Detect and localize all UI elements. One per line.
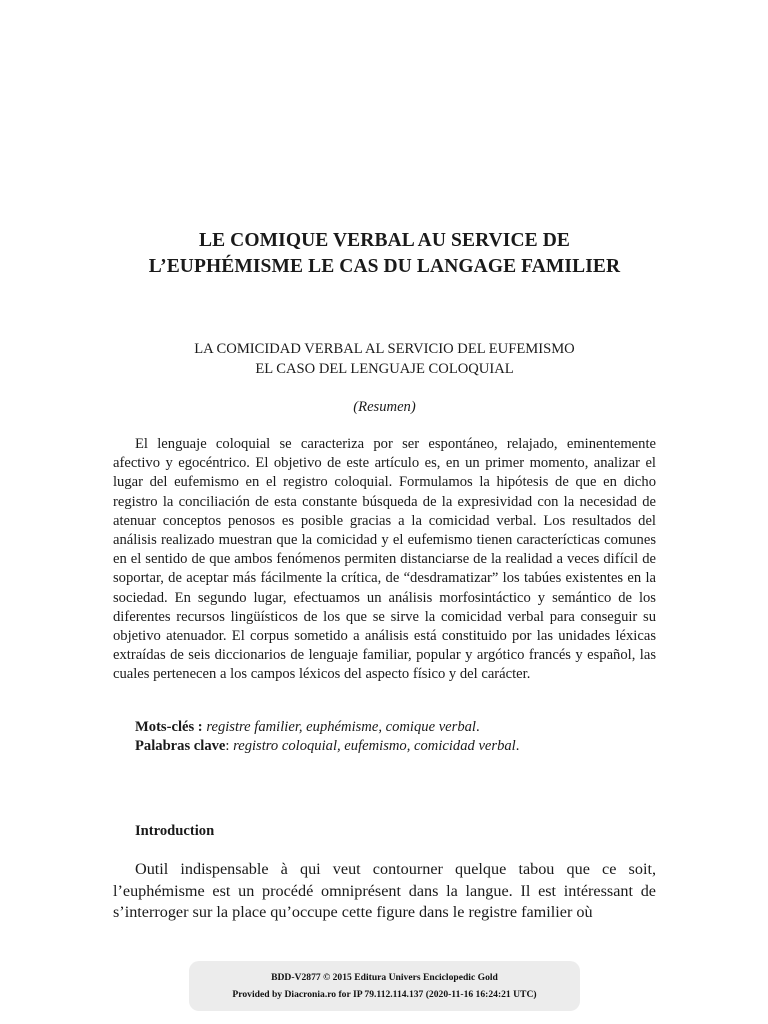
keywords-french: [135, 718, 656, 737]
keywords-spanish-label: Palabras clave: [135, 738, 226, 755]
introduction-paragraph: Outil indispensable à qui veut contourner quelque tabou que ce soit, l’euphémisme est un procédé omniprésent dans la langue. Il est intéressant de s’interroger sur la place qu’occupe cette figure dans le registre familier où: [113, 860, 656, 922]
keywords-spanish-sep: :: [225, 738, 234, 755]
subtitle-line-1: LA COMICIDAD VERBAL AL SERVICIO DEL EUFEMISMO: [194, 341, 575, 357]
keywords-french-value: registre familier, euphémisme, comique verbal: [206, 719, 476, 735]
keywords-spanish-end: .: [515, 738, 520, 755]
keywords-block: [135, 718, 656, 756]
spanish-subtitle: [113, 339, 656, 379]
introduction-heading: Introduction: [135, 823, 215, 839]
keywords-spanish-value: registro coloquial, eufemismo, comicidad verbal: [233, 738, 516, 755]
article-title: [113, 228, 656, 280]
copyright-footer: [189, 961, 580, 1011]
title-line-1: LE COMIQUE VERBAL AU SERVICE DE: [198, 230, 570, 251]
keywords-spanish: [135, 737, 656, 756]
subtitle-line-2: EL CASO DEL LENGUAJE COLOQUIAL: [255, 361, 514, 377]
keywords-french-end: .: [475, 719, 480, 735]
keywords-french-label: Mots-clés :: [135, 719, 203, 735]
abstract-paragraph: El lenguaje coloquial se caracteriza por ser espontáneo, relajado, eminentemente afectivo y egocéntrico. El objetivo de este artículo es, en un primer momento, analizar el lugar del eufemismo en el registro coloquial. Formulamos la hipótesis de que en dicho registro la conciliación de esta constante búsqueda de la expresividad con la necesidad de atenuar conceptos penosos es posible gracias a la comicidad verbal. Los resultados del análisis realizado muestran que la comicidad y el eufemismo tienen caracterícticas comunes en el sentido de que ambos fenómenos permiten distanciarse de la realidad a veces difícil de soportar, de aceptar más fácilmente la crítica, de “desdramatizar” los tabúes existentes en la sociedad. En segundo lugar, efectuamos un análisis morfosintáctico y semántico de los diferentes recursos lingüísticos de los que se sirve la comicidad verbal para conseguir su objetivo atenuador. El corpus sometido a análisis está constituido por las unidades léxicas extraídas de seis diccionarios de lenguaje familiar, popular y argótico francés y español, las cuales pertenecen a los campos léxicos del aspecto físico y del carácter.: [113, 436, 656, 683]
title-line-2: L’EUPHÉMISME LE CAS DU LANGAGE FAMILIER: [148, 256, 621, 277]
resumen-label: (Resumen): [353, 399, 416, 415]
footer-line-2: Provided by Diacronia.ro for IP 79.112.114.137 (2020-11-16 16:24:21 UTC): [232, 989, 537, 1000]
footer-line-1: BDD-V2877 © 2015 Editura Univers Enciclopedic Gold: [271, 972, 498, 983]
